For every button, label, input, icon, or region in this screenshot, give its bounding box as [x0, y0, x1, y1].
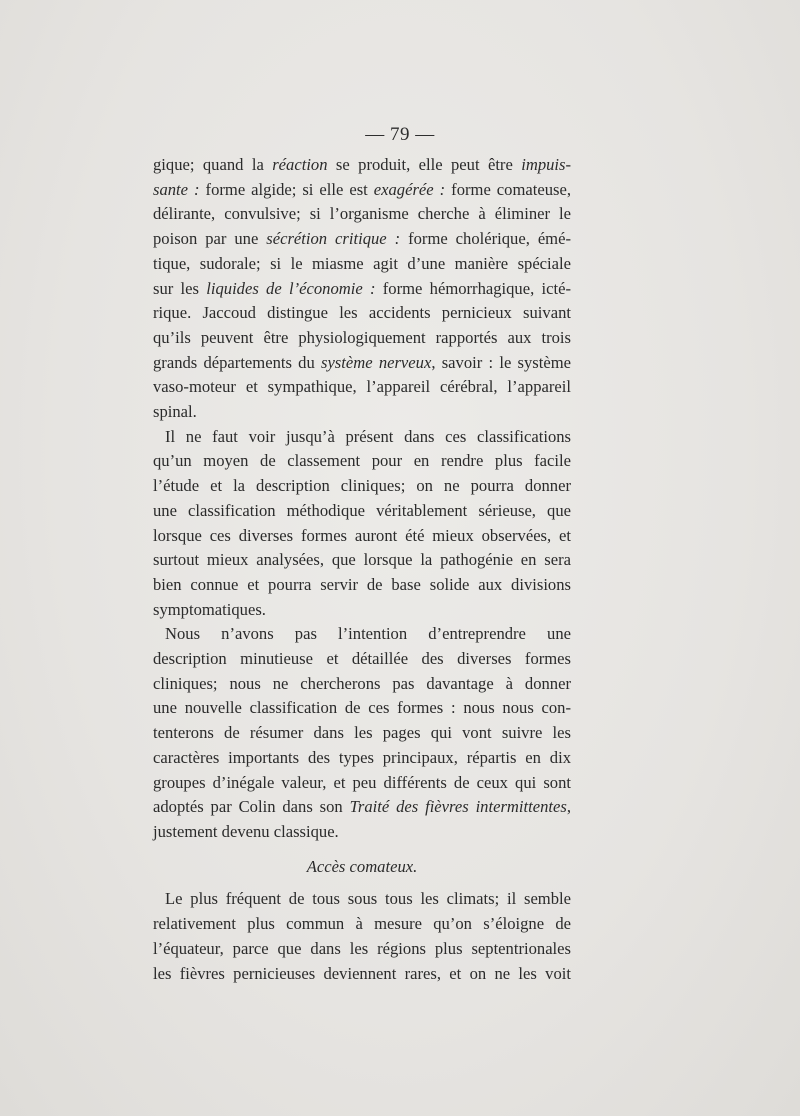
italic-text: Traité des fièvres intermittentes: [349, 797, 567, 817]
text-line: l’étude et la description cliniques; on ne pourra donner: [153, 476, 571, 496]
italic-text: impuis-: [521, 155, 572, 174]
text-run: forme algide; si elle est: [199, 179, 374, 199]
text-line: relativement plus commun à mesure qu’on s’éloigne de: [153, 914, 571, 934]
text-line: symptomatiques.: [153, 599, 266, 619]
text-line: l’équateur, parce que dans les régions plus septentrionales: [153, 938, 571, 958]
text-line: [153, 795, 571, 820]
text-line: [153, 721, 571, 746]
text-line: qu’un moyen de classement pour en rendre plus facile: [153, 451, 571, 471]
text-line: [153, 252, 571, 277]
text-run: spinal.: [153, 402, 197, 422]
text-run: tique, sudorale; si le miasme agit d’une manière spéciale: [153, 253, 571, 273]
text-line: [153, 746, 571, 771]
text-run: cliniques; nous ne chercherons pas davantage à donner: [153, 673, 571, 693]
paragraph-2: [153, 425, 571, 623]
text-line: une classification méthodique véritablement sérieuse, que: [153, 500, 571, 520]
italic-text: sécrétion critique :: [266, 229, 401, 249]
section-heading: Accès comateux.: [306, 856, 418, 876]
text-line: Il ne faut voir jusqu’à présent dans ces classifications: [165, 426, 571, 446]
text-run: Nous n’avons pas l’intention d’entreprendre une: [165, 624, 571, 644]
text-line: [153, 696, 571, 721]
body-text: [153, 153, 571, 986]
text-line: [153, 227, 571, 252]
text-line: les fièvres pernicieuses deviennent rares, et on ne les voit: [153, 963, 571, 983]
text-line: [153, 326, 571, 351]
text-line: [153, 351, 571, 376]
italic-text: système nerveux: [320, 352, 432, 372]
text-line: [153, 771, 571, 796]
italic-text: exagérée :: [373, 179, 446, 199]
text-line: lorsque ces diverses formes auront été mieux observées, et: [153, 525, 571, 545]
text-run: une nouvelle classification de ces formes : nous nous con-: [153, 698, 571, 718]
text-line: [153, 647, 571, 672]
text-run: qu’ils peuvent être physiologiquement rapportés aux trois: [153, 327, 571, 347]
text-run: description minutieuse et détaillée des diverses formes: [153, 649, 571, 669]
text-line: [153, 178, 571, 203]
text-run: se produit, elle peut être: [327, 155, 522, 174]
text-line: [153, 153, 571, 178]
italic-text: réaction: [272, 155, 328, 174]
text-run: poison par une: [153, 229, 267, 249]
text-run: justement devenu classique.: [153, 821, 339, 841]
page-number: — 79 —: [365, 124, 435, 145]
text-run: , savoir : le système: [431, 352, 572, 372]
text-line: [153, 202, 571, 227]
text-line: [153, 375, 571, 400]
text-run: forme cholérique, émé-: [400, 229, 571, 249]
text-line: [153, 820, 571, 845]
italic-text: sante :: [153, 179, 200, 199]
text-run: forme hémorrhagique, icté-: [375, 278, 571, 298]
text-run: sur les: [153, 278, 207, 298]
text-line: [153, 301, 571, 326]
paragraph-1: [153, 153, 571, 425]
text-line: [153, 400, 571, 425]
text-run: vaso-moteur et sympathique, l’appareil cérébral, l’appareil: [153, 377, 571, 397]
italic-text: liquides de l’économie :: [206, 278, 376, 298]
text-run: forme comateuse,: [445, 179, 571, 199]
text-run: caractères importants des types principaux, répartis en dix: [153, 747, 571, 767]
text-run: délirante, convulsive; si l’organisme cherche à éliminer le: [153, 204, 571, 224]
text-line: [153, 622, 571, 647]
text-line: [153, 672, 571, 697]
text-run: grands départements du: [153, 352, 321, 372]
paragraph-4: [153, 887, 571, 986]
text-run: rique. Jaccoud distingue les accidents pernicieux suivant: [153, 303, 571, 323]
paragraph-3: [153, 622, 571, 844]
text-run: gique; quand la: [153, 155, 273, 174]
text-run: groupes d’inégale valeur, et peu différents de ceux qui sont: [153, 772, 571, 792]
text-line: surtout mieux analysées, que lorsque la pathogénie en sera: [153, 550, 571, 570]
text-run: tenterons de résumer dans les pages qui vont suivre les: [153, 723, 571, 743]
text-line: bien connue et pourra servir de base solide aux divisions: [153, 574, 571, 594]
text-run: ,: [566, 797, 571, 817]
text-line: [153, 277, 571, 302]
text-line: Le plus fréquent de tous sous tous les climats; il semble: [165, 889, 571, 909]
text-run: adoptés par Colin dans son: [153, 797, 350, 817]
